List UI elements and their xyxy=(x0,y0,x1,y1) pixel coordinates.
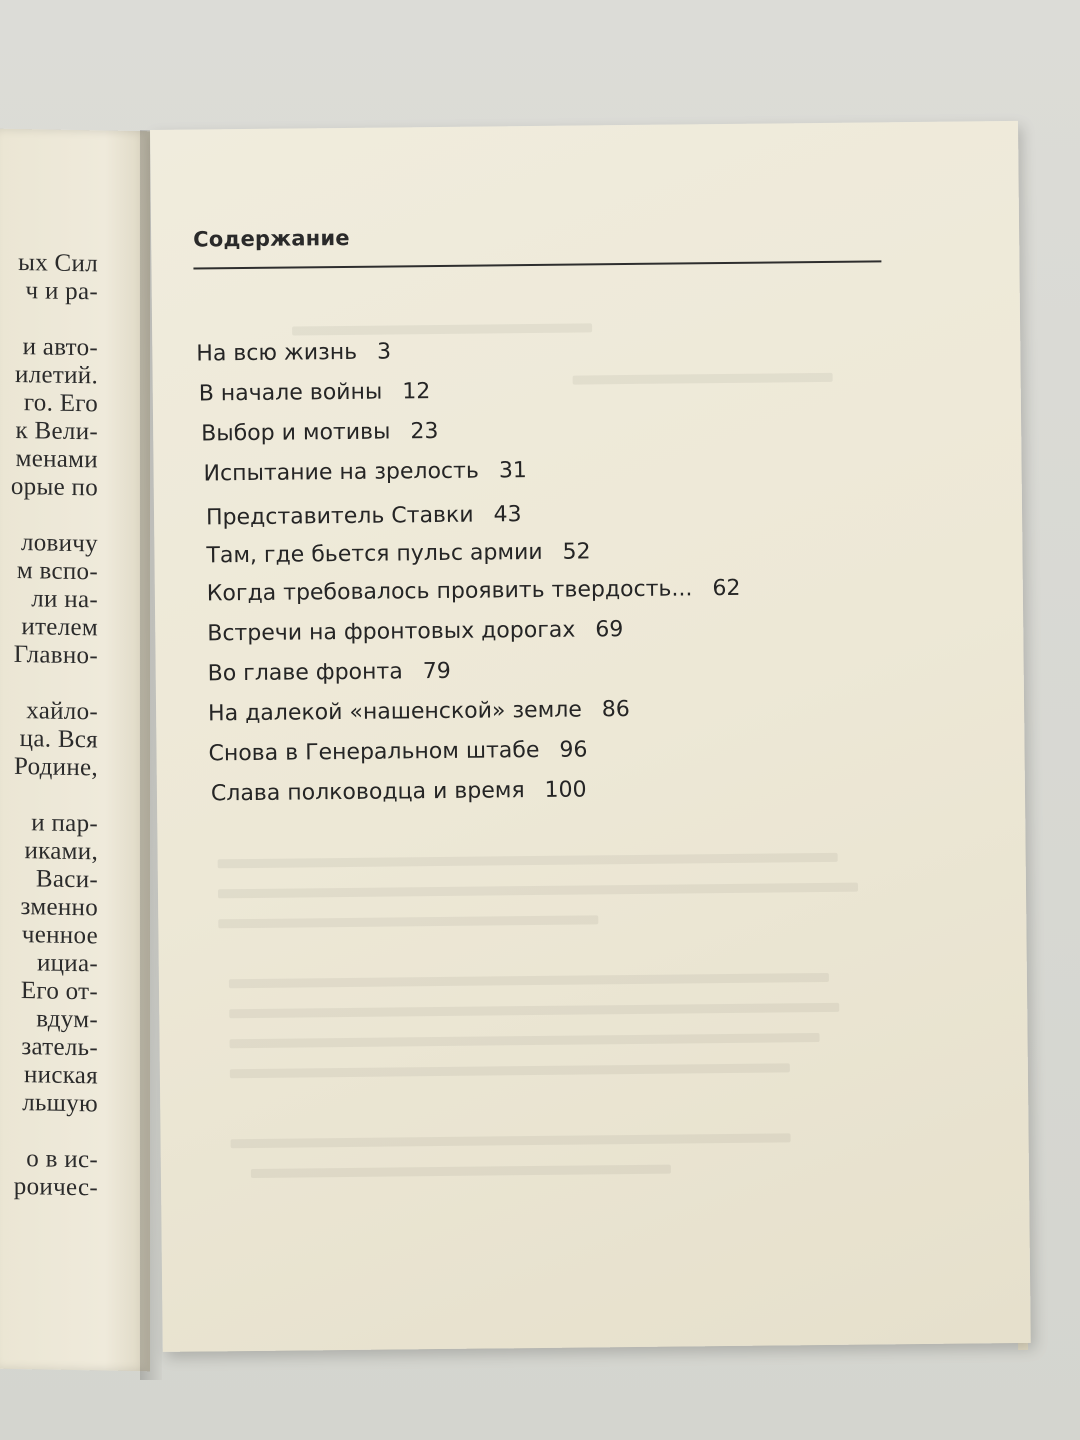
contents-entry xyxy=(207,576,741,607)
left-page-text-line: Родине, xyxy=(14,752,98,782)
left-page-text-line: ченное xyxy=(21,921,98,950)
left-page-text-line: хайло- xyxy=(26,697,98,726)
contents-entry xyxy=(201,419,438,446)
left-page-text-line: и пар- xyxy=(31,809,98,838)
contents-entry-title: На всю жизнь xyxy=(196,339,358,367)
show-through-text xyxy=(229,973,829,988)
left-page-text-line: зменно xyxy=(20,893,98,922)
contents-entry-page: 31 xyxy=(498,458,527,484)
contents-entry-page: 3 xyxy=(376,339,392,365)
left-page-text-line: ых Сил xyxy=(18,249,98,278)
contents-entry-title: Слава полководца и время xyxy=(210,778,525,807)
left-page-text-line: м вспо- xyxy=(16,556,98,586)
left-page-text-line: о в ис- xyxy=(26,1145,98,1174)
contents-entry xyxy=(211,777,587,806)
left-page-text-line: Васи- xyxy=(35,865,98,894)
show-through-text xyxy=(292,323,592,335)
contents-entry-page: 100 xyxy=(544,777,587,803)
show-through-text xyxy=(218,853,838,868)
contents-entry-title: Там, где бьется пульс армии xyxy=(206,539,543,569)
left-page-text-line: Его от- xyxy=(20,977,98,1006)
contents-page xyxy=(150,121,1031,1352)
left-page-text-line: льшую xyxy=(22,1089,98,1118)
contents-entry xyxy=(196,339,391,366)
contents-entry-title: Во главе фронта xyxy=(207,659,403,687)
left-page-text-line: роичес- xyxy=(13,1172,98,1202)
left-page-text-line: менами xyxy=(15,444,98,474)
show-through-text xyxy=(229,1003,839,1018)
left-page-text-line: ициа- xyxy=(36,949,98,978)
contents-entry-page: 23 xyxy=(410,418,439,445)
show-through-text xyxy=(230,1033,820,1048)
left-page-text-line: го. Его xyxy=(23,389,98,418)
left-page-text-line: к Вели- xyxy=(15,416,98,446)
left-page-text-line: ловичу xyxy=(20,529,98,558)
contents-entry-title: В начале войны xyxy=(198,379,383,407)
contents-entry-page: 79 xyxy=(422,658,451,685)
contents-entry xyxy=(208,659,451,687)
left-page-text-line: ителем xyxy=(21,613,98,642)
contents-entry-title: На далекой «нашенской» земле xyxy=(207,697,582,727)
show-through-text xyxy=(218,915,598,928)
contents-entry-title: Снова в Генеральном штабе xyxy=(208,737,540,767)
left-page-text-line: ч и ра- xyxy=(25,277,98,306)
contents-entry-title: Когда требовалось проявить твердость... xyxy=(206,576,693,607)
show-through-text xyxy=(573,373,833,385)
show-through-text xyxy=(231,1133,791,1148)
contents-entry-page: 86 xyxy=(601,697,630,723)
left-page-text-line: вдум- xyxy=(36,1005,98,1034)
title-divider xyxy=(193,260,881,269)
left-page xyxy=(0,129,150,1372)
show-through-text xyxy=(218,883,858,899)
left-page-text-line: иками, xyxy=(24,837,98,866)
contents-entry xyxy=(208,737,587,766)
contents-entry xyxy=(207,617,623,646)
left-page-text-line: ниская xyxy=(23,1061,98,1090)
show-through-text xyxy=(230,1063,790,1078)
contents-entry xyxy=(206,539,590,568)
contents-entry-page: 12 xyxy=(402,379,431,405)
contents-entry-page: 96 xyxy=(559,737,588,763)
show-through-text xyxy=(251,1165,671,1178)
left-page-text-line: затель- xyxy=(21,1033,98,1062)
left-page-text-line: илетий. xyxy=(15,360,98,390)
contents-entry-page: 52 xyxy=(562,539,591,565)
contents-entry-page: 62 xyxy=(712,575,741,602)
contents-entry xyxy=(206,502,522,530)
contents-entry xyxy=(199,379,431,406)
left-page-text-line: ца. Вся xyxy=(19,725,98,754)
left-page-text-line: Главно- xyxy=(13,640,98,670)
contents-entry-page: 69 xyxy=(595,617,624,643)
contents-entry-title: Представитель Ставки xyxy=(205,502,474,531)
contents-entry-title: Испытание на зрелость xyxy=(203,458,480,487)
left-page-text-line: и авто- xyxy=(22,333,98,362)
left-page-text-line: ли на- xyxy=(31,585,98,614)
left-page-text-line: орые по xyxy=(10,472,98,502)
contents-entry xyxy=(208,697,630,726)
contents-entry xyxy=(203,458,527,486)
page-title: Содержание xyxy=(193,225,350,252)
contents-entry-title: Встречи на фронтовых дорогах xyxy=(207,617,576,647)
contents-entry-page: 43 xyxy=(493,502,522,528)
contents-entry-title: Выбор и мотивы xyxy=(201,419,391,447)
